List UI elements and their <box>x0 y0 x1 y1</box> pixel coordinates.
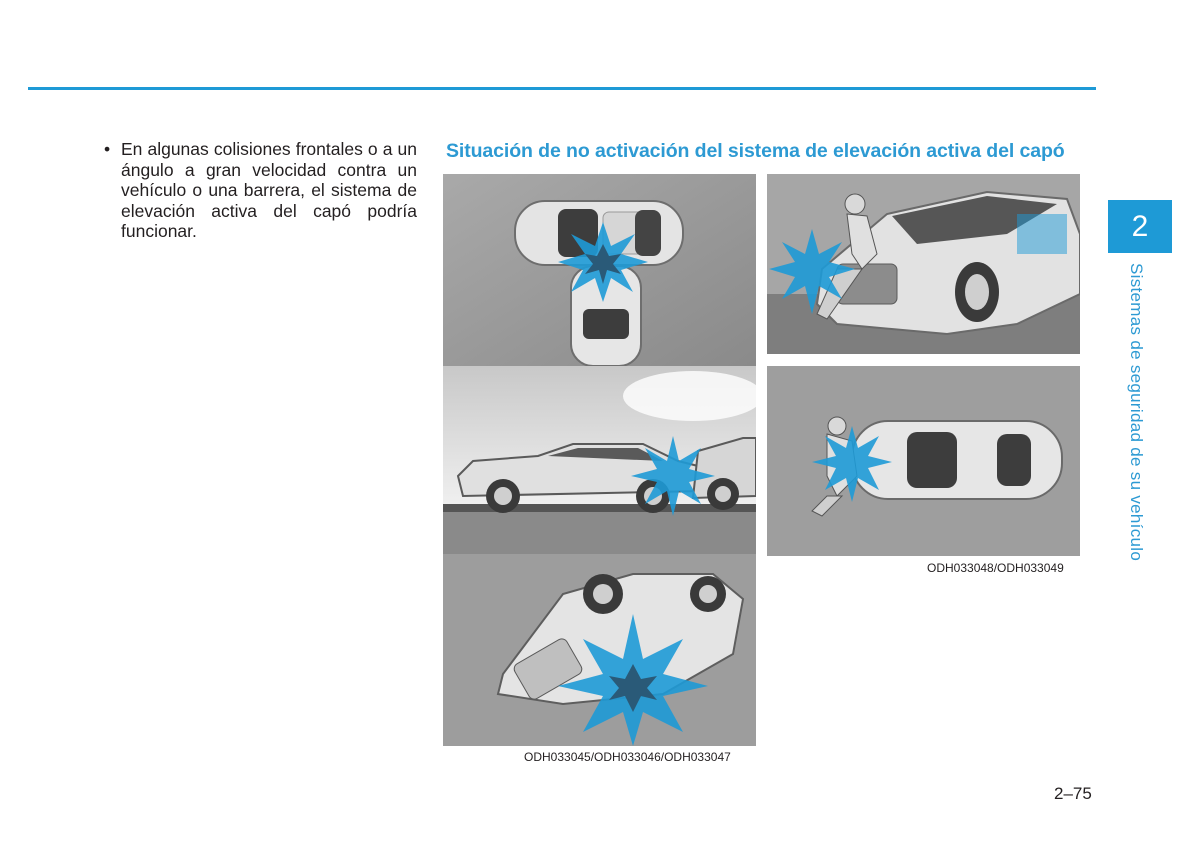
figure-caption-left: ODH033045/ODH033046/ODH033047 <box>524 750 731 764</box>
header-rule <box>28 87 1096 90</box>
figure-side-rear-collision <box>443 366 756 554</box>
chapter-number-tab: 2 <box>1108 200 1172 253</box>
figure-caption-right: ODH033048/ODH033049 <box>927 561 1064 575</box>
figure-vehicle-to-vehicle-collision <box>443 174 756 366</box>
bullet-marker: • <box>104 139 111 159</box>
bullet-text: En algunas colisiones frontales o a un ángulo a gran velocidad contra un vehículo o una barrera, el sistema de elevación activa del capó podría funcionar. <box>121 139 417 241</box>
figure-pedestrian-front-impact <box>767 174 1080 354</box>
figure-pedestrian-lying-in-front <box>767 366 1080 556</box>
figure-vehicle-rollover <box>443 554 756 746</box>
section-title: Situación de no activación del sistema de elevación activa del capó <box>446 140 1065 162</box>
chapter-title-label: Sistemas de seguridad de su vehículo <box>1127 263 1146 562</box>
page-number: 2–75 <box>1054 784 1092 803</box>
chapter-title-vertical <box>1128 263 1150 563</box>
bullet-item <box>104 139 417 242</box>
